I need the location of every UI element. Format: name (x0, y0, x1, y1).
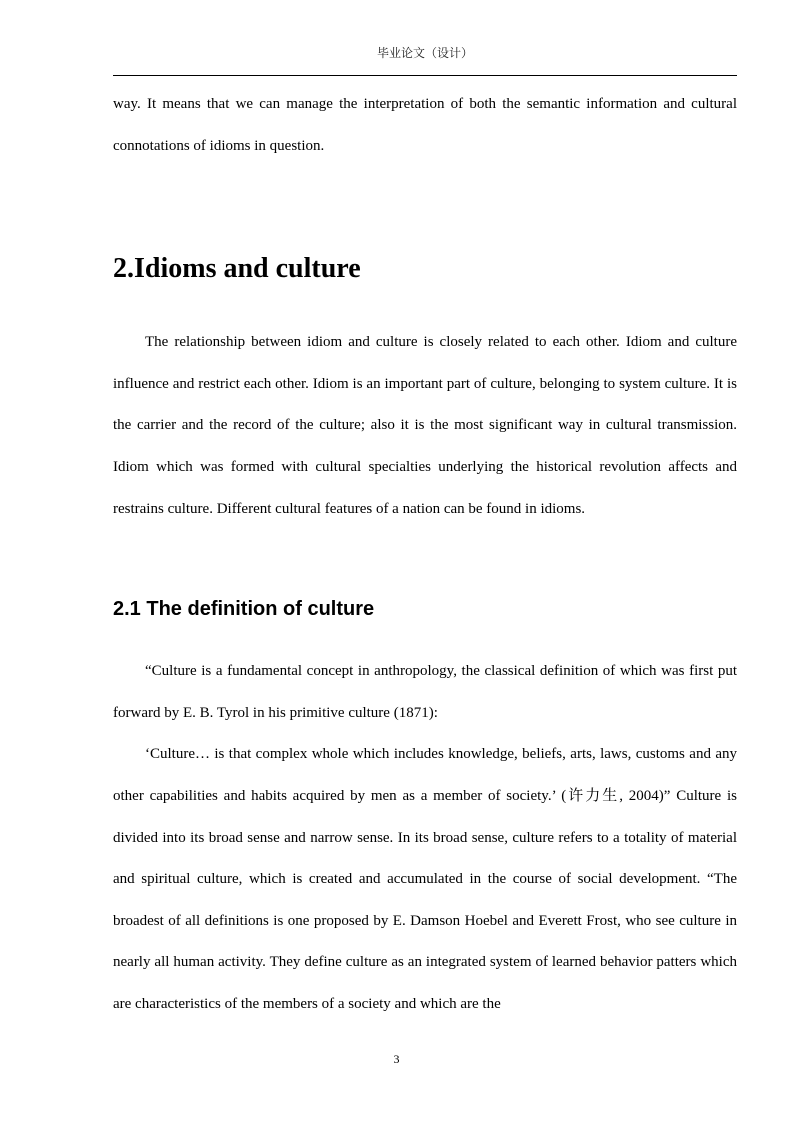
subsection-heading: 2.1 The definition of culture (113, 598, 375, 621)
page-header: 毕业论文（设计） (376, 46, 473, 60)
paragraph-idioms-culture: The relationship between idiom and culture is closely related to each other. Idiom and culture influence and restrict each other. Idiom is an important part of culture, belonging to system culture. It is the carrier and the record of the culture; also it is the most significant way in cultural transmission. Idiom which was formed with cultural specialties underlying the historical revolution affects and restrains culture. Different cultural features of a nation can be found in idioms. (113, 334, 737, 517)
section-heading: 2.Idioms and culture (113, 253, 361, 285)
header-rule (113, 75, 737, 76)
paragraph-definition-quote: ‘Culture… is that complex whole which includes knowledge, beliefs, arts, laws, customs and any other capabilities and habits acquired by men as a member of society.’ (许力生, 2004)” Culture is divided into its broad sense and narrow sense. In its broad sense, culture refers to a totality of material and spiritual culture, which is created and accumulated in the course of social development. “The broadest of all definitions is one proposed by E. Damson Hoebel and Everett Frost, who see culture in nearly all human activity. They define culture as an integrated system of learned behavior patters which are characteristics of the members of a society and which are the (113, 746, 737, 1012)
paragraph-definition-intro: “Culture is a fundamental concept in anthropology, the classical definition of which was first put forward by E. B. Tyrol in his primitive culture (1871): (113, 663, 737, 721)
paragraph-continuation: way. It means that we can manage the interpretation of both the semantic information and cultural connotations of idioms in question. (113, 96, 737, 154)
page-body (113, 84, 737, 1026)
page-number: 3 (393, 1052, 400, 1066)
